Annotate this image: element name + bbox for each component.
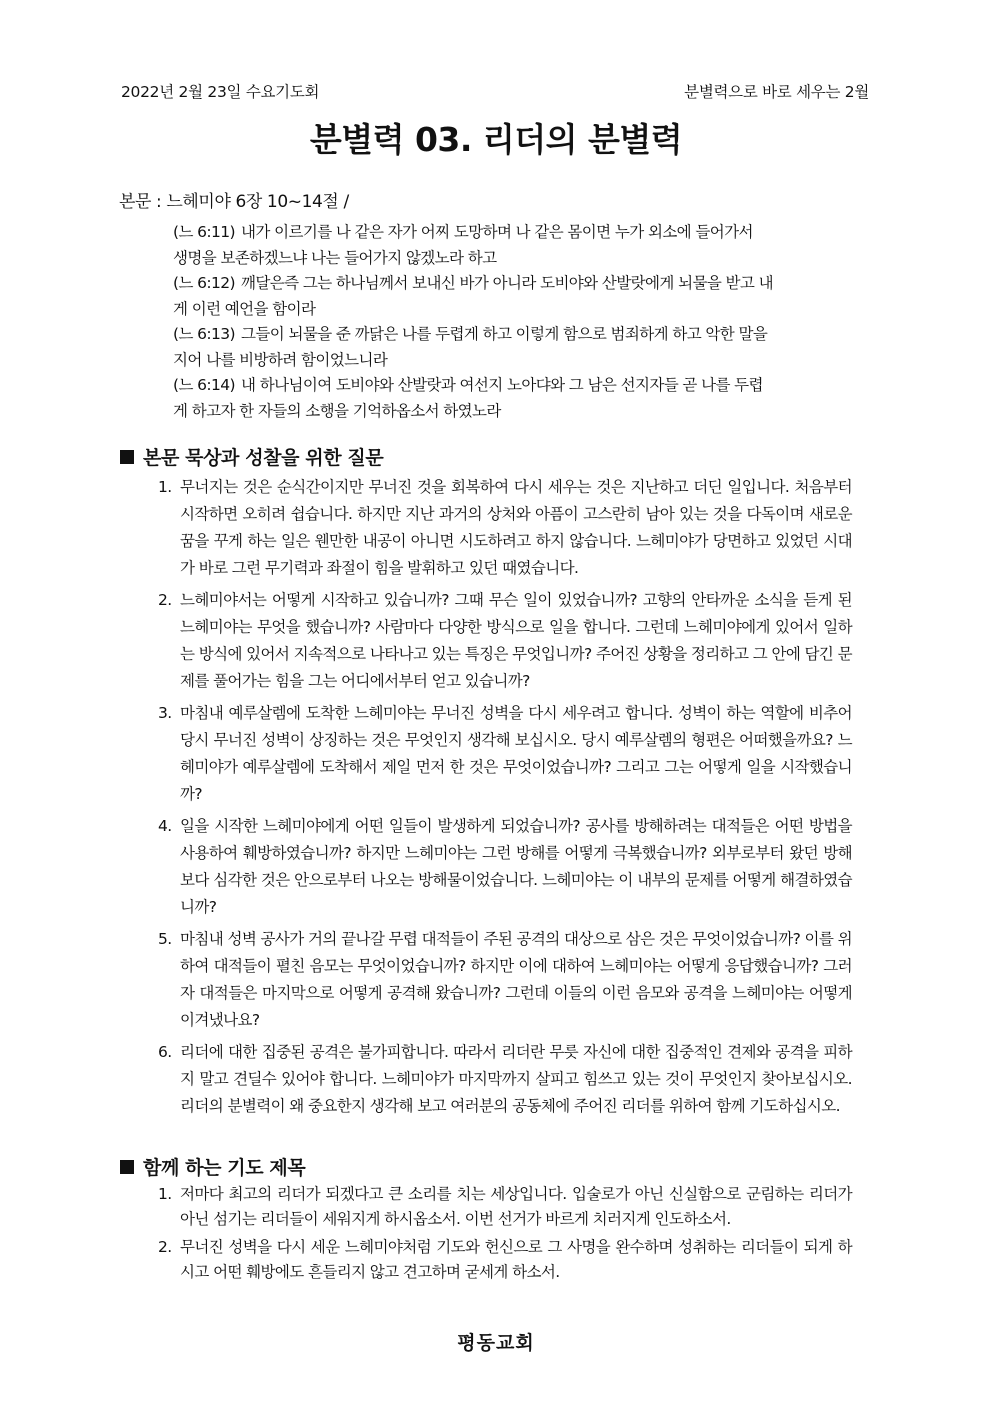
list-item	[158, 587, 852, 695]
prayer-list	[158, 1182, 852, 1288]
verse	[173, 220, 843, 246]
church-name: 평동교회	[457, 1332, 535, 1354]
verse-line: 내가 이르기를 나 같은 자가 어찌 도망하며 나 같은 몸이면 누가 외소에 들어가서	[241, 223, 753, 241]
list-item	[158, 474, 852, 582]
verse	[173, 322, 843, 348]
header-date: 2022년 2월 23일 수요기도회	[121, 83, 320, 101]
page-title: 분별력 03. 리더의 분별력	[309, 120, 683, 159]
list-item	[158, 1039, 852, 1120]
verse-line: 게 하고자 한 자들의 소행을 기억하옵소서 하였노라	[173, 401, 501, 420]
verse	[173, 271, 843, 297]
verse-line: 생명을 보존하겠느냐 나는 들어가지 않겠노라 하고	[173, 248, 497, 267]
item-text: 마침내 예루살렘에 도착한 느헤미야는 무너진 성벽을 다시 세우려고 합니다. 성벽이 하는 역할에 비추어 당시 무너진 성벽이 상징하는 것은 무엇인지 생각해 보십시오. 당시 예루살렘의 형편은 어떠했을까요? 느헤미야가 예루살렘에 도착해서 제일 먼저 한 것은 무엇이었습니까? 그리고 그는 어떻게 일을 시작했습니까?	[180, 704, 852, 803]
section-title: 함께 하는 기도 제목	[143, 1157, 306, 1179]
verse-ref: (느 6:14)	[173, 376, 236, 394]
verse	[173, 373, 843, 399]
item-text: 저마다 최고의 리더가 되겠다고 큰 소리를 치는 세상입니다. 입술로가 아닌 신실함으로 군림하는 리더가 아닌 섬기는 리더들이 세워지게 하시옵소서. 이번 선거가 바르게 치러지게 인도하소서.	[180, 1185, 852, 1228]
verse-ref: (느 6:12)	[173, 274, 236, 292]
item-text: 일을 시작한 느헤미야에게 어떤 일들이 발생하게 되었습니까? 공사를 방해하려는 대적들은 어떤 방법을 사용하여 훼방하였습니까? 하지만 느헤미야는 그런 방해를 어떻게 극복했습니까? 외부로부터 왔던 방해보다 심각한 것은 안으로부터 나오는 방해물이었습니다. 느헤미야는 이 내부의 문제를 어떻게 해결하였습니까?	[180, 817, 852, 916]
square-bullet-icon	[120, 450, 134, 464]
verse-line: 지어 나를 비방하려 함이었느니라	[173, 350, 388, 369]
verse-line: 게 이런 예언을 함이라	[173, 299, 316, 318]
section-title: 본문 묵상과 성찰을 위한 질문	[143, 447, 384, 469]
item-text: 느헤미야서는 어떻게 시작하고 있습니까? 그때 무슨 일이 있었습니까? 고향의 안타까운 소식을 듣게 된 느헤미야는 무엇을 했습니까? 사람마다 다양한 방식으로 일을 합니다. 그런데 느헤미야에게 있어서 일하는 방식에 있어서 지속적으로 나타나고 있는 특징은 무엇입니까? 주어진 상황을 정리하고 그 안에 담긴 문제를 풀어가는 힘을 그는 어디에서부터 얻고 있습니까?	[180, 591, 852, 690]
item-number: 6.	[158, 1043, 172, 1061]
header-series: 분별력으로 바로 세우는 2월	[684, 83, 869, 101]
item-text: 무너지는 것은 순식간이지만 무너진 것을 회복하여 다시 세우는 것은 지난하고 더딘 일입니다. 처음부터 시작하면 오히려 쉽습니다. 하지만 지난 과거의 상처와 아픔이 고스란히 남아 있는 것을 다독이며 새로운 꿈을 꾸게 하는 일은 웬만한 내공이 아니면 시도하려고 하지 않습니다. 느헤미야가 당면하고 있었던 시대가 바로 그런 무기력과 좌절이 힘을 발휘하고 있던 때였습니다.	[180, 478, 852, 577]
section-heading-questions	[120, 443, 383, 470]
verse-ref: (느 6:13)	[173, 325, 236, 343]
question-list	[158, 474, 852, 1125]
verse-line: 내 하나님이여 도비야와 산발랏과 여선지 노아댜와 그 남은 선지자들 곧 나를 두렵	[241, 376, 763, 394]
scripture-verses	[173, 220, 843, 424]
item-number: 1.	[158, 1185, 172, 1203]
list-item	[158, 926, 852, 1034]
list-item	[158, 1182, 852, 1232]
item-number: 1.	[158, 478, 172, 496]
list-item	[158, 700, 852, 808]
item-number: 2.	[158, 591, 172, 609]
item-text: 리더에 대한 집중된 공격은 불가피합니다. 따라서 리더란 무릇 자신에 대한 집중적인 견제와 공격을 피하지 말고 견딜수 있어야 합니다. 느헤미야가 마지막까지 살피고 힘쓰고 있는 것이 무엇인지 찾아보십시오. 리더의 분별력이 왜 중요한지 생각해 보고 여러분의 공동체에 주어진 리더를 위하여 함께 기도하십시오.	[180, 1043, 852, 1115]
list-item	[158, 813, 852, 921]
item-number: 3.	[158, 704, 172, 722]
verse-ref: (느 6:11)	[173, 223, 236, 241]
item-number: 2.	[158, 1238, 172, 1256]
square-bullet-icon	[120, 1160, 134, 1174]
item-number: 4.	[158, 817, 172, 835]
verse-line: 그들이 뇌물을 준 까닭은 나를 두렵게 하고 이렇게 함으로 범죄하게 하고 악한 말을	[241, 325, 768, 343]
verse-line: 깨달은즉 그는 하나님께서 보내신 바가 아니라 도비야와 산발랏에게 뇌물을 받고 내	[241, 274, 773, 292]
section-heading-prayer	[120, 1153, 305, 1180]
item-text: 마침내 성벽 공사가 거의 끝나갈 무렵 대적들이 주된 공격의 대상으로 삼은 것은 무엇이었습니까? 이를 위하여 대적들이 펼친 음모는 무엇이었습니까? 하지만 이에 대하여 느헤미야는 어떻게 응답했습니까? 그러자 대적들은 마지막으로 어떻게 공격해 왔습니까? 그런데 이들의 이런 음모와 공격을 느헤미야는 어떻게 이겨냈나요?	[180, 930, 852, 1029]
list-item	[158, 1235, 852, 1285]
item-number: 5.	[158, 930, 172, 948]
item-text: 무너진 성벽을 다시 세운 느헤미야처럼 기도와 헌신으로 그 사명을 완수하며 성취하는 리더들이 되게 하시고 어떤 훼방에도 흔들리지 않고 견고하며 굳세게 하소서.	[180, 1238, 852, 1281]
scripture-reference: 본문 : 느헤미야 6장 10~14절 /	[119, 192, 349, 212]
